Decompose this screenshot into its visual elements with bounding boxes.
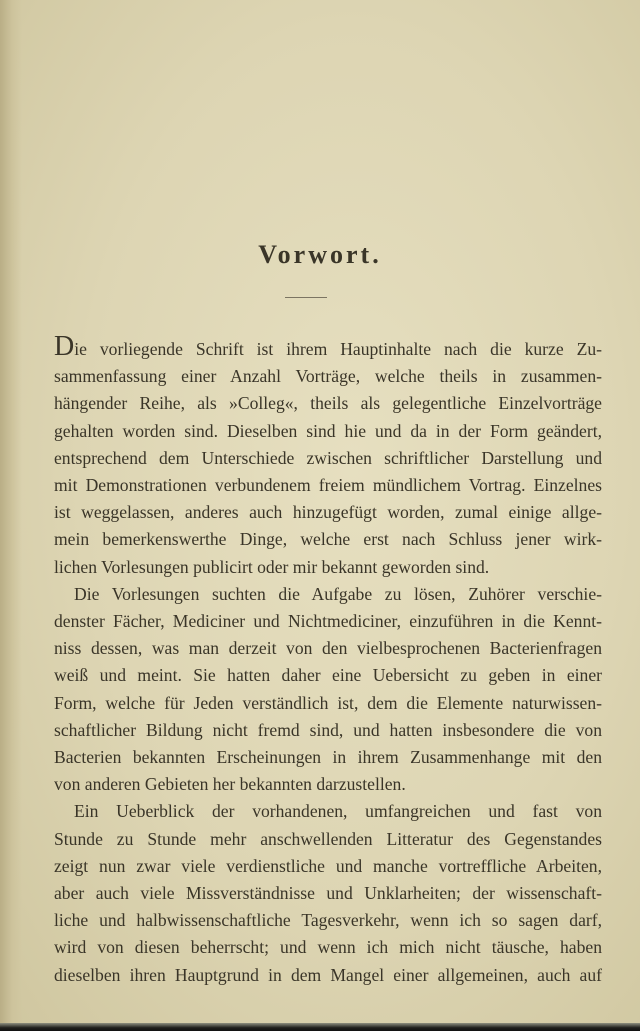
text-line: mit Demonstrationen verbundenem freiem mündlichem Vortrag. Einzelnes [54, 475, 602, 496]
text-line: zeigt nun zwar viele verdienstliche und manche vortreffliche Arbeiten, [54, 855, 602, 876]
text-line: Stunde zu Stunde mehr anschwellenden Litteratur des Gegenstandes [54, 828, 602, 849]
text-line: niss dessen, was man derzeit von den vielbesprochenen Bacterienfragen [54, 638, 602, 659]
paragraph-3 [54, 798, 602, 988]
text-line: Form, welche für Jeden verständlich ist, dem die Elemente naturwissen- [54, 692, 602, 713]
text-line: entsprechend dem Unterschiede zwischen schriftlicher Darstellung und [54, 447, 602, 468]
text-line: lichen Vorlesungen publicirt oder mir bekannt geworden sind. [54, 556, 490, 577]
text-line: weiß und meint. Sie hatten daher eine Uebersicht zu geben in einer [54, 665, 602, 686]
page-bottom-edge [0, 1023, 640, 1031]
text-line: liche und halbwissenschaftliche Tagesverkehr, wenn ich so sagen darf, [54, 910, 602, 931]
text-line: Die vorliegende Schrift ist ihrem Hauptinhalte nach die kurze Zu- [54, 331, 602, 362]
text-line: ist weggelassen, anderes auch hinzugefügt worden, zumal einige allge- [54, 502, 602, 523]
text-line: schaftlicher Bildung nicht fremd sind, und hatten insbesondere die von [54, 719, 602, 740]
text-line: aber auch viele Missverständnisse und Unklarheiten; der wissenschaft- [54, 883, 602, 904]
text-line: mein bemerkenswerthe Dinge, welche erst nach Schluss jener wirk- [54, 529, 602, 550]
text-line: Bacterien bekannten Erscheinungen in ihrem Zusammenhange mit den [54, 747, 602, 768]
page-title: Vorwort. [258, 240, 382, 269]
text-line: Die Vorlesungen suchten die Aufgabe zu lösen, Zuhörer verschie- [74, 583, 602, 604]
page-edge-shadow [0, 0, 22, 1031]
title-rule [285, 297, 327, 298]
text-line: gehalten worden sind. Dieselben sind hie und da in der Form geändert, [54, 420, 602, 441]
text-line: hängender Reihe, als »Colleg«, theils als gelegentliche Einzelvorträge [54, 393, 602, 414]
paragraph-1 [54, 331, 602, 581]
paragraph-2 [54, 581, 602, 799]
body-text [54, 331, 602, 989]
text-line: sammenfassung einer Anzahl Vorträge, welche theils in zusammen- [54, 366, 602, 387]
text-line: dieselben ihren Hauptgrund in dem Mangel einer allgemeinen, auch auf [54, 964, 602, 985]
text-line: denster Fächer, Mediciner und Nichtmediciner, einzuführen in die Kennt- [54, 611, 602, 632]
text-line: wird von diesen beherrscht; und wenn ich mich nicht täusche, haben [54, 937, 602, 958]
text-line: Ein Ueberblick der vorhandenen, umfangreichen und fast von [74, 801, 602, 822]
drop-cap: D [54, 331, 75, 362]
text-line: von anderen Gebieten her bekannten darzustellen. [54, 774, 406, 795]
